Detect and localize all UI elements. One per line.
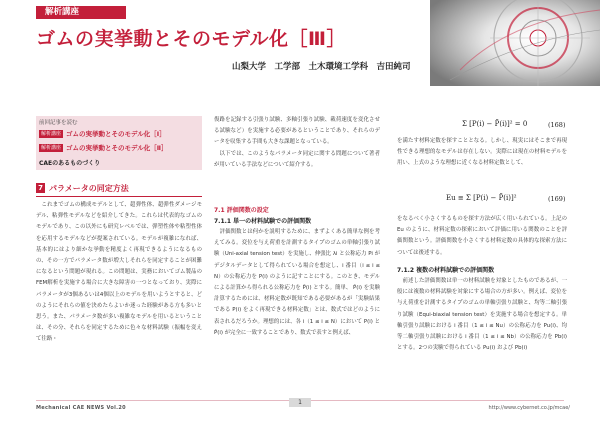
body-column-2 — [214, 115, 380, 171]
previous-article-badge: 解析講座 — [41, 144, 62, 151]
previous-article-title: ゴムの実挙動とそのモデル化［Ⅱ］ — [66, 144, 168, 152]
subsection-heading-7-1-1: 7.1.1 単一の材料試験での評価関数 — [214, 218, 312, 225]
section-rule — [36, 196, 202, 197]
previous-article-title: ゴムの実挙動とそのモデル化［Ⅰ］ — [66, 130, 166, 138]
paragraph: 評価関数とは何かを説明するために、まずよくある簡単な例を考えてみる。変位を与え荷重を計測するタイプのゴムの単軸引張り試験（Uni-axial tension test）を実施し、伸張比 λi と公称応力 Pi がデジタルデータとして得られている場合を想定し、i 番目（i ≤ i ≤ N）の公称応力を P(i) のように記すことにする。このとき、モデルによる計算から得られる公称応力を P̃(i) とする。簡単、 P̃(i) を実験計算するためには、材料定数が既知である必要があるが「実験結果である P(i) をよく再現できる材料定数」とは、数式ではどのように表されるだろうか。理想的には、各 i（1 ≤ i ≤ N）において P(i) と P̃(i) が完全に一致することであり、数式で表すと例えば、 — [214, 229, 380, 336]
body-column-3b — [397, 214, 567, 259]
footer-url-link[interactable]: http://www.cybernet.co.jp/mcae/ — [488, 405, 570, 411]
page-number: 1 — [289, 398, 311, 407]
paragraph: をなるべく小さくするものを探す方法が広く用いられている。上記の Eu のように、材料定数の探索において評価に用いる関数のことを評価関数という。評価関数を小さくする材料定数の具体的な探索方法については後述する。 — [397, 216, 567, 256]
body-column-3c — [397, 276, 567, 354]
paragraph: を満たす材料定数を探すこととなる。しかし、現実にはそこまで再現性できる理想的なモデルは存在しない。実際には現在の材料モデルを用い、上式のような理想に近くなる材料定数として、 — [397, 138, 567, 167]
body-column-1 — [36, 200, 202, 346]
subsection-heading-7-1: 7.1 評価関数の設定 — [214, 207, 269, 214]
section-title: パラメータの同定方法 — [49, 184, 129, 193]
related-article-link[interactable]: CAEのあるものづくり — [39, 160, 101, 167]
previous-articles-heading: 前回記事を読む — [39, 120, 78, 126]
paragraph: 復路を記録する引張り試験、多軸引張り試験、載荷速度を変化させる試験など）を実施する必要があるということであり、それらのデータを収集する手間も大きな課題となっている。 — [214, 117, 380, 146]
previous-article-link-1[interactable] — [39, 129, 166, 138]
header-decoration — [430, 0, 600, 86]
paragraph: これまでゴムの構成モデルとして、超弾性体、超弾性ダメージモデル、粘弾性モデルなどを紹介してきた。これらは代表的なゴムのモデルであり、この以外にも研究レベルでは、弾塑性体や粘塑性体を応用するモデルなどが提案されている。モデルが複雑になれば、基本的にはより細かな挙動を精度よく再現できるようになるものの、その一方でパラメータ数が増大しそれらを同定することが困難になるという問題が現れる。この問題は、実務においてゴム製品のFEM解析を実施する場合に大きな障害の一つとなっており、実際にパラメータが3個あるいは4個以上のモデルを用いようとすると、どのようにそれらの値を決めたらよいか迷った経験がある方も多いと思う。また、パラメータ数が多い複雑なモデルを用いるということは、その分、それらを同定するために色々な材料試験（振幅を変えて往路・ — [36, 202, 202, 343]
article-title: ゴムの実挙動とそのモデル化［Ⅲ］ — [36, 28, 347, 50]
equation-169: Eu ≡ Σ [P(i) − P̃(i)]² — [446, 194, 517, 202]
author-line: 山梨大学 工学部 土木環境工学科 吉田純司 — [232, 62, 411, 72]
section-number: 7 — [36, 183, 45, 193]
paragraph: 前述した評価関数は単一の材料試験を対象としたものであるが、一般には複数の材料試験を対象にする場合の方が多い。例えば、変位を与え荷重を計測するタイプのゴムの単軸引張り試験と、均等二軸引張り試験（Equi-biaxial tension test）を実施する場合を想定する。単軸引張り試験における i 番目（1 ≤ i ≤ Nu）の公称応力を Pu(i)、均等二軸引張り試験における i 番目（1 ≤ i ≤ Nb）の公称応力を Pb(i) とする。2つの実験で得られている Pu(i) および Pb(i) — [397, 278, 567, 352]
equation-number-169: (169) — [548, 195, 566, 203]
series-tag: 解析講座 — [36, 6, 126, 19]
previous-article-link-2[interactable] — [39, 143, 167, 152]
body-column-3a — [397, 136, 567, 170]
footer-publication: Mechanical CAE NEWS Vol.20 — [36, 405, 126, 411]
equation-number-168: (168) — [548, 121, 566, 129]
body-column-2b — [214, 227, 380, 339]
subsection-heading-7-1-2: 7.1.2 複数の材料試験での評価関数 — [397, 267, 495, 274]
previous-article-badge: 解析講座 — [41, 130, 62, 137]
paragraph: 以下では、このようなパラメータ同定に関する問題について著者が用いている手法などについて紹介する。 — [214, 150, 380, 168]
equation-168: Σ [P(i) − P̃(i)]² = 0 — [462, 120, 528, 128]
